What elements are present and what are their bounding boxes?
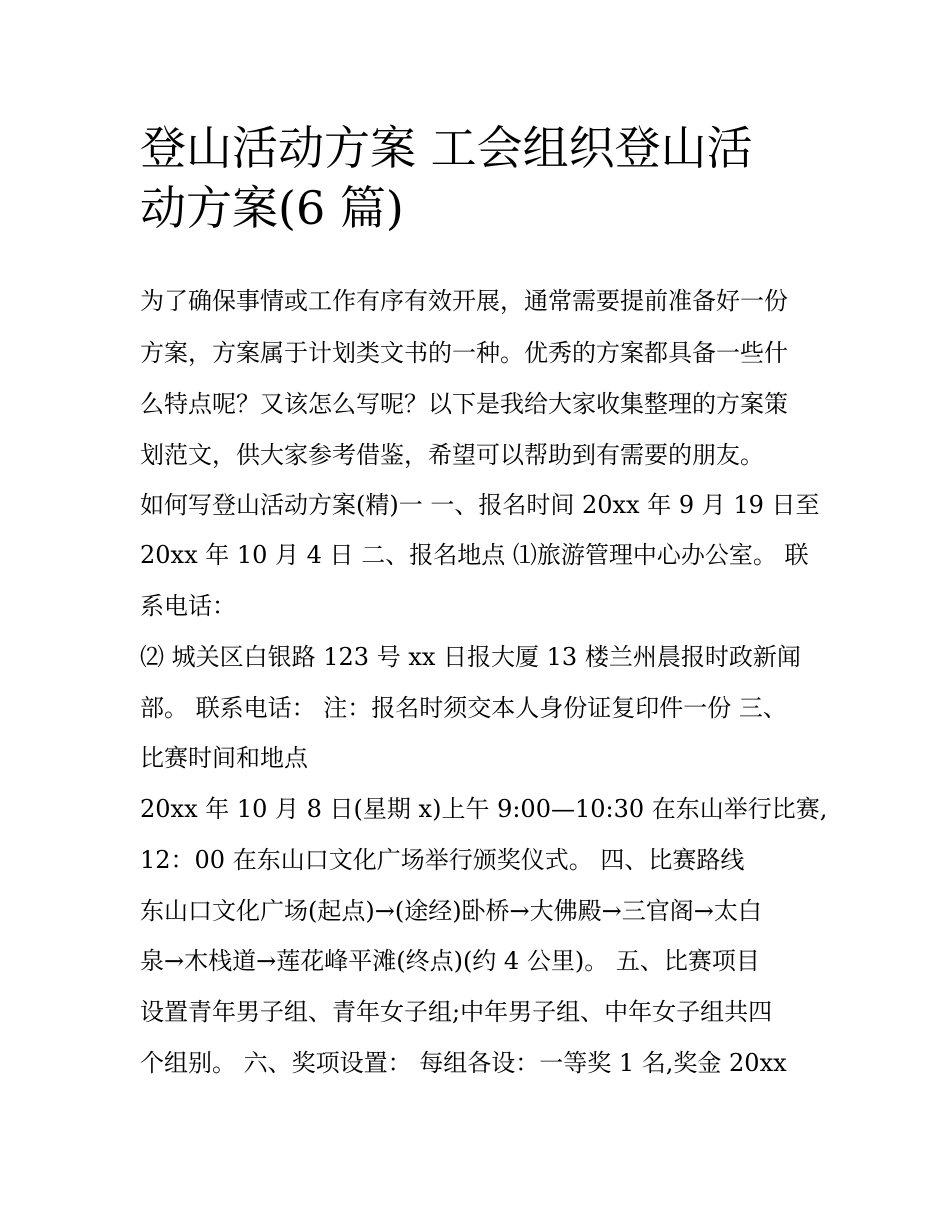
body-line-4: 划范文，供大家参考借鉴，希望可以帮助到有需要的朋友。 <box>140 441 764 469</box>
title-line-1: 登山活动方案 工会组织登山活 <box>140 121 753 175</box>
body-line-10: 比赛时间和地点 <box>140 744 308 772</box>
body-line-16: 个组别。 六、奖项设置： 每组各设：一等奖 1 名,奖金 20xx <box>140 1049 787 1077</box>
body-line-5: 如何写登山活动方案(精)一 一、报名时间 20xx 年 9 月 19 日至 <box>140 491 820 519</box>
body-line-8: ⑵ 城关区白银路 123 号 xx 日报大厦 13 楼兰州晨报时政新闻 <box>140 643 801 671</box>
title-line-2: 动方案(6 篇) <box>140 181 404 235</box>
body-line-7: 系电话： <box>140 592 236 620</box>
body-line-14: 泉→木栈道→莲花峰平滩(终点)(约 4 公里)。 五、比赛项目 <box>140 947 760 975</box>
body-line-11: 20xx 年 10 月 8 日(星期 x)上午 9:00—10:30 在东山举行比赛, <box>140 795 828 823</box>
body-line-1: 为了确保事情或工作有序有效开展，通常需要提前准备好一份 <box>140 287 788 315</box>
body-line-15: 设置青年男子组、青年女子组;中年男子组、中年女子组共四 <box>140 998 773 1026</box>
body-line-13: 东山口文化广场(起点)→(途经)卧桥→大佛殿→三官阁→太白 <box>140 897 762 925</box>
body-line-9: 部。 联系电话： 注：报名时须交本人身份证复印件一份 三、 <box>140 694 787 722</box>
body-line-2: 方案，方案属于计划类文书的一种。优秀的方案都具备一些什 <box>140 339 788 367</box>
document-title <box>140 118 840 238</box>
body-line-3: 么特点呢？又该怎么写呢？以下是我给大家收集整理的方案策 <box>140 390 788 418</box>
body-line-12: 12：00 在东山口文化广场举行颁奖仪式。 四、比赛路线 <box>140 846 745 874</box>
body-line-6: 20xx 年 10 月 4 日 二、报名地点 ⑴旅游管理中心办公室。 联 <box>140 541 809 569</box>
